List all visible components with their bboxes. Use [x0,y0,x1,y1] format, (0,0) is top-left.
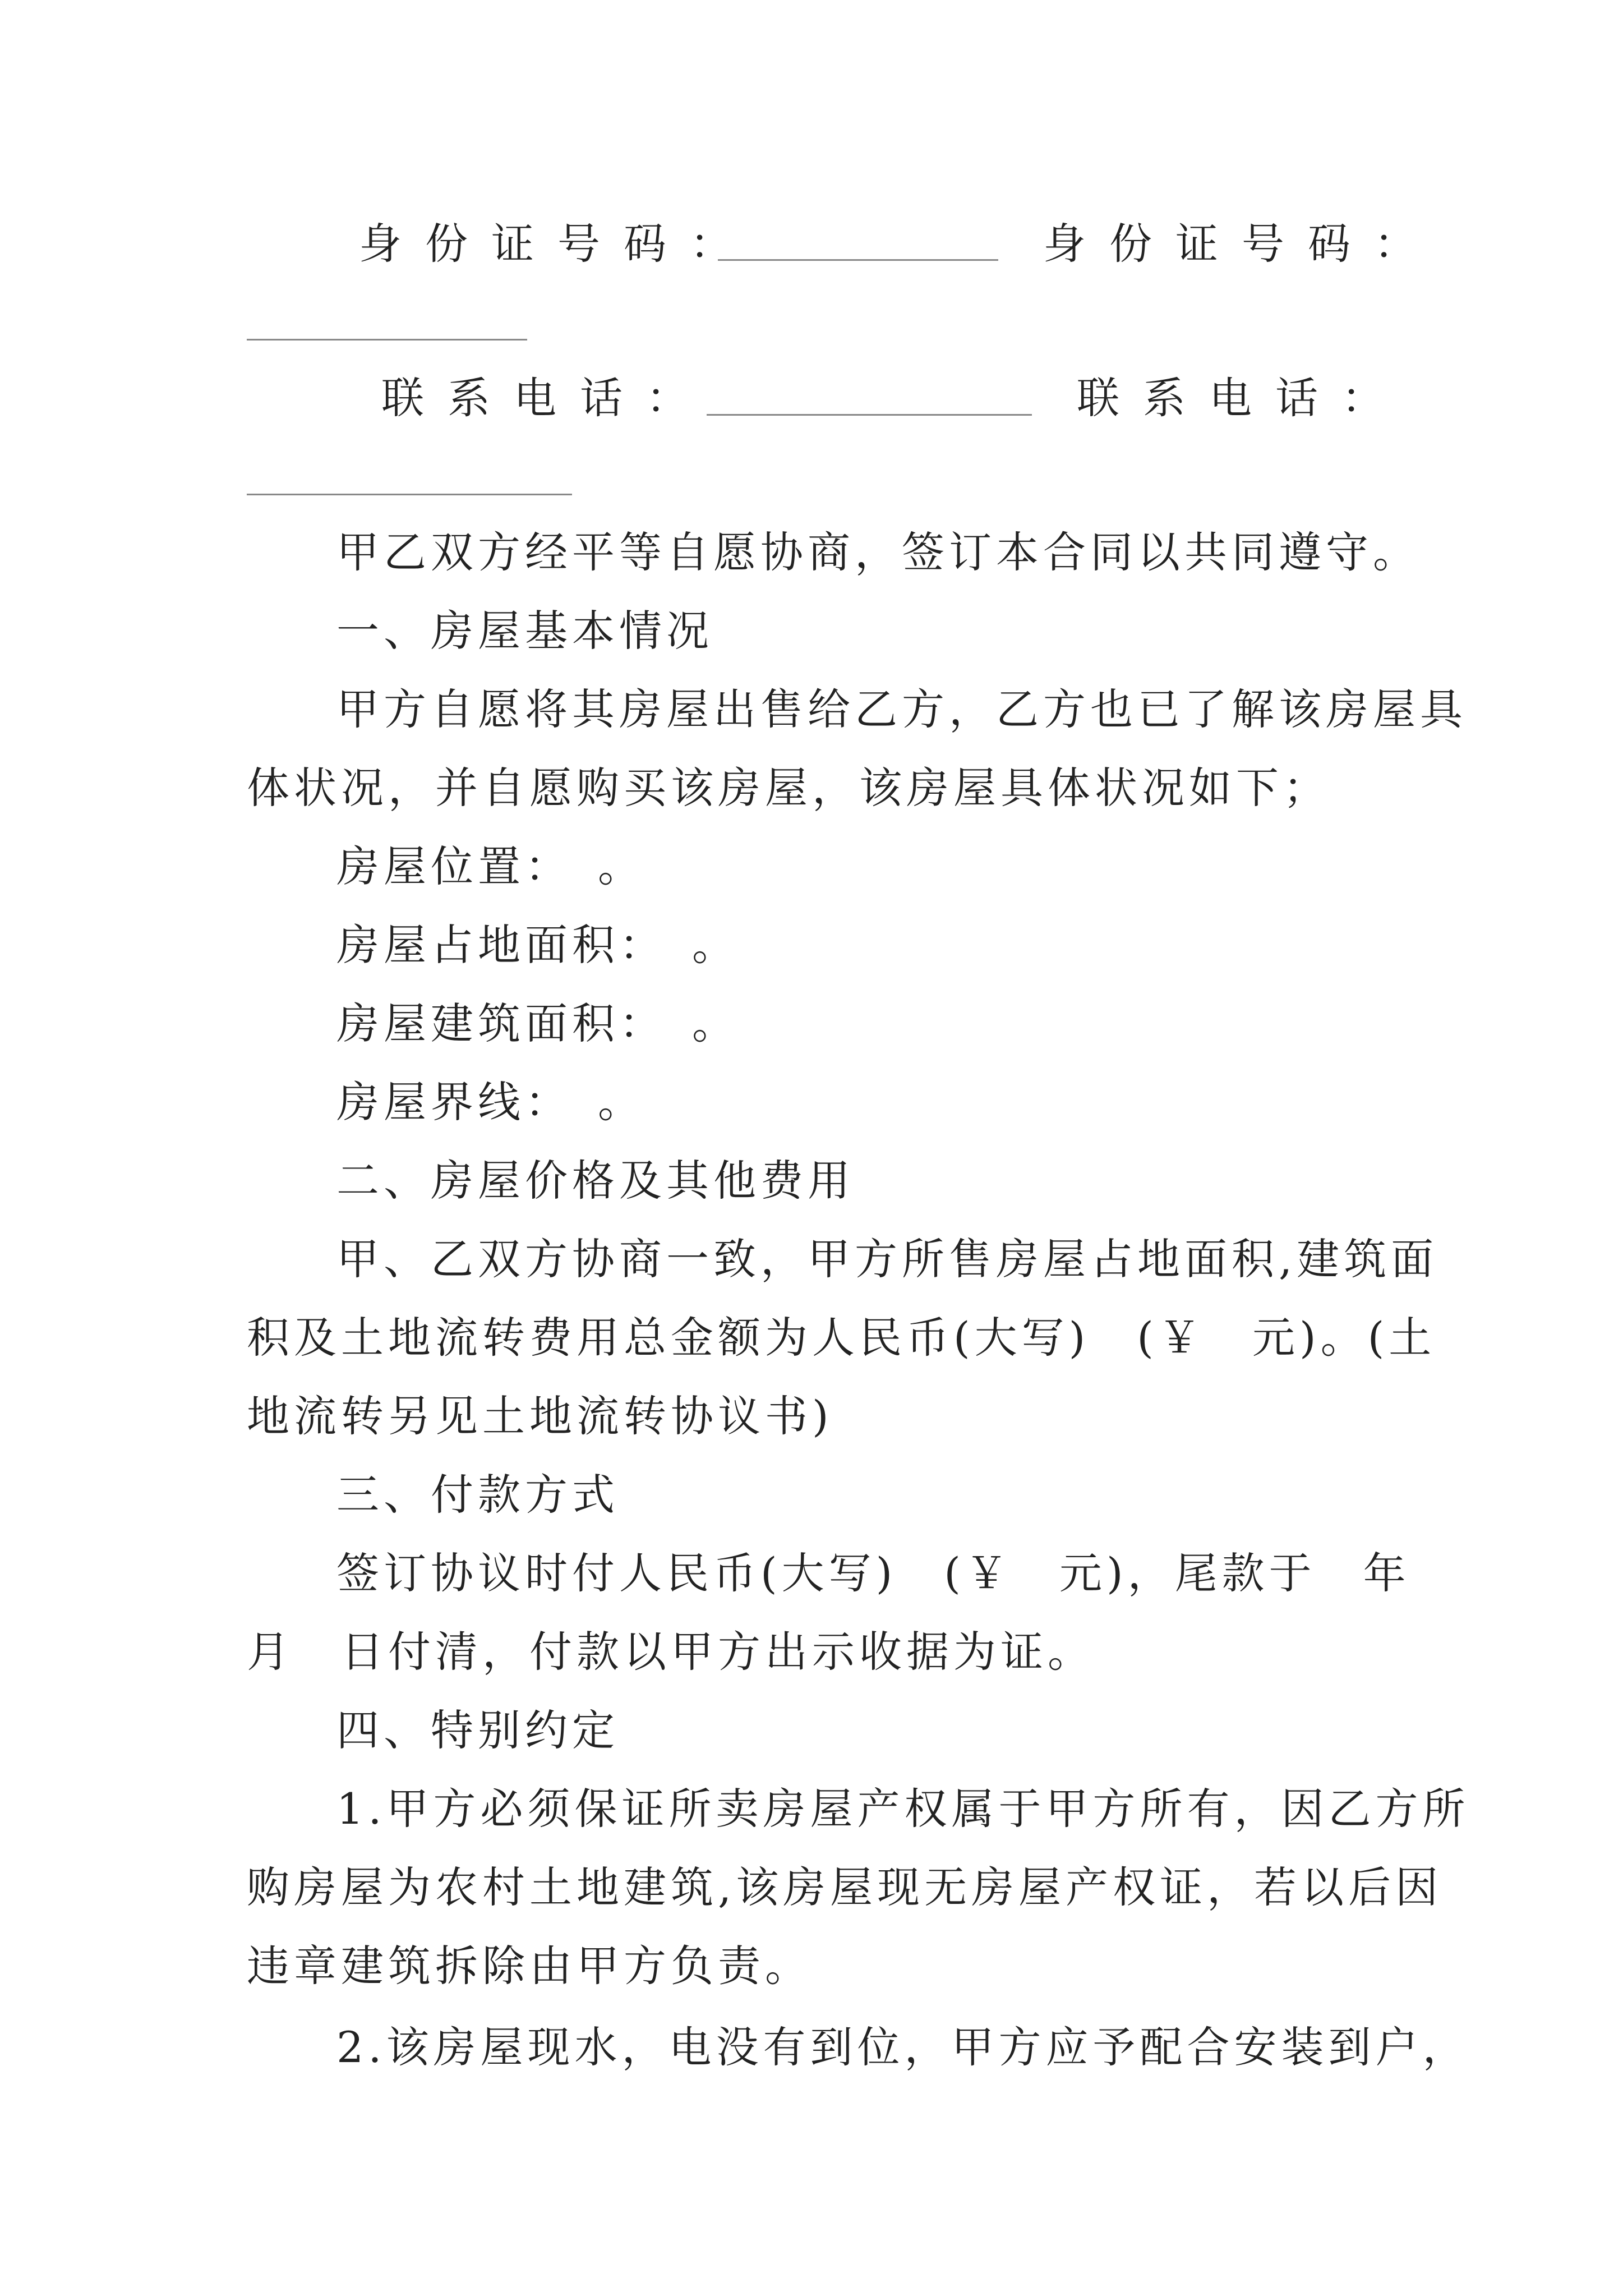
section-2-paragraph-line-2: 积及土地流转费用总金额为人民币(大写) (￥ 元)。(土 [247,1313,1436,1363]
section-1-paragraph-line-1: 甲方自愿将其房屋出售给乙方，乙方也已了解该房屋具 [336,684,1467,734]
id-number-label-party-b: 身份证号码： [1043,219,1440,269]
id-number-blank-party-a[interactable] [718,259,998,261]
phone-label-party-b: 联系电话： [1077,373,1408,423]
house-boundary-field: 房屋界线： 。 [336,1077,645,1127]
section-2-paragraph-line-3: 地流转另见土地流转协议书) [247,1391,833,1441]
section-4-heading: 四、特别约定 [336,1705,619,1755]
phone-label-party-a: 联系电话： [381,373,712,423]
house-location-field: 房屋位置： 。 [336,841,645,891]
section-4-item-1-line-2: 购房屋为农村土地建筑,该房屋现无房屋产权证，若以后因 [247,1862,1443,1912]
house-building-area-field: 房屋建筑面积： 。 [336,999,739,1048]
section-3-paragraph-line-2: 月 日付清，付款以甲方出示收据为证。 [247,1627,1095,1677]
section-1-paragraph-line-2: 体状况，并自愿购买该房屋，该房屋具体状况如下； [247,763,1330,813]
section-2-heading: 二、房屋价格及其他费用 [336,1156,855,1205]
id-number-label-party-a: 身份证号码： [359,219,756,269]
id-number-blank-party-b[interactable] [247,339,527,341]
section-4-item-1-line-3: 违章建筑拆除由甲方负责。 [247,1941,812,1991]
section-4-item-2-line-1: 2.该房屋现水，电没有到位，甲方应予配合安装到户， [336,2022,1470,2072]
intro-paragraph: 甲乙双方经平等自愿协商，签订本合同以共同遵守。 [336,527,1420,577]
section-1-heading: 一、房屋基本情况 [336,606,713,656]
section-3-heading: 三、付款方式 [336,1470,619,1520]
section-4-item-1-line-1: 1.甲方必须保证所卖房屋产权属于甲方所有，因乙方所 [336,1784,1470,1834]
section-2-paragraph-line-1: 甲、乙双方协商一致，甲方所售房屋占地面积,建筑面 [336,1234,1438,1284]
house-land-area-field: 房屋占地面积： 。 [336,920,739,970]
phone-blank-party-b[interactable] [247,494,572,495]
phone-blank-party-a[interactable] [707,414,1032,416]
section-3-paragraph-line-1: 签订协议时付人民币(大写) (￥ 元)，尾款于 年 [336,1548,1410,1598]
